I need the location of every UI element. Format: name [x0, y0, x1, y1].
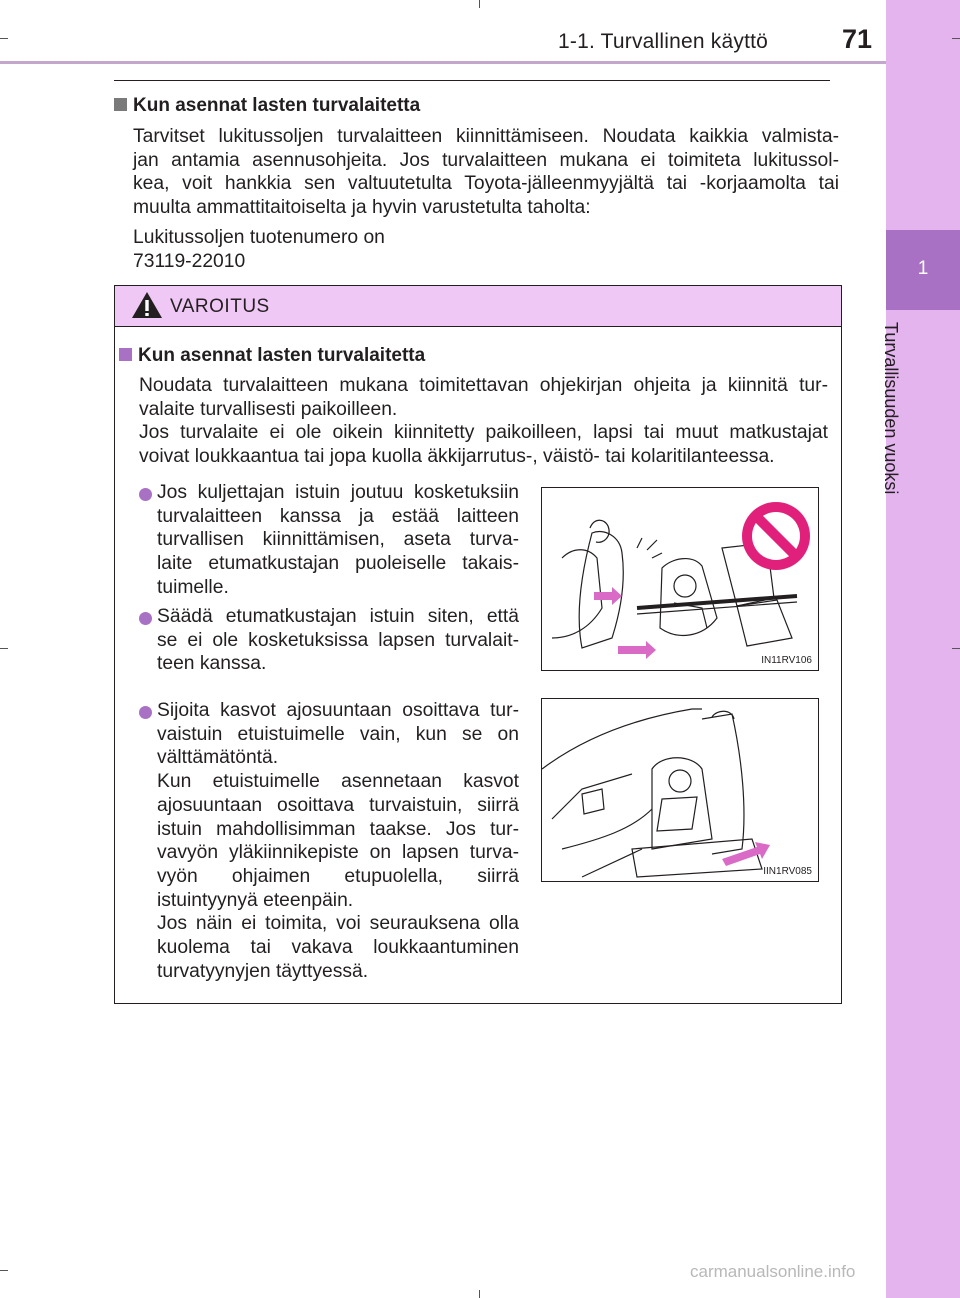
bullet-line: teen kanssa.: [157, 653, 267, 675]
bullet-line: tuimelle.: [157, 576, 229, 598]
bullet-line: kuolema tai vakava loukkaantuminen: [157, 937, 519, 959]
chapter-label-container: [881, 322, 929, 532]
bullet-line: istuin mahdollisimman taakse. Jos tur-: [157, 818, 519, 840]
part-number-paragraph: [133, 226, 839, 273]
side-tab: [886, 0, 960, 1298]
bullet-line: laite etumatkustajan puoleiselle takais-: [157, 553, 519, 575]
intro-heading: [114, 95, 420, 117]
chapter-label: Turvallisuuden vuoksi: [881, 322, 901, 495]
bullet-line: vyön ohjaimen etupuolella, siirrä: [157, 865, 519, 887]
warning-title: VAROITUS: [170, 296, 270, 317]
bullet-dot-icon: [139, 612, 152, 630]
bullet-line: se ei ole kosketuksissa lapsen turvalait-: [157, 629, 519, 651]
crop-mark: [952, 648, 960, 649]
warning-heading-text: Kun asennat lasten turvalaitetta: [138, 345, 426, 366]
warning-line: Jos turvalaite ei ole oikein kiinnitetty paikoilleen, lapsi tai muut matkustajat: [139, 422, 828, 444]
image-code: IIN1RV085: [763, 866, 812, 877]
bullet-line: Jos näin ei toimita, voi seurauksena olla: [157, 913, 519, 935]
intro-line: muulta ammattitaitoiselta ja hyvin varustetulta taholta:: [133, 197, 591, 219]
warning-triangle-icon: [131, 291, 163, 319]
bullet-2-text: [157, 605, 519, 676]
bullet-dot-icon: [139, 706, 152, 724]
page-number: 71: [842, 24, 873, 54]
bullet-line: Sijoita kasvot ajosuuntaan osoittava tur-: [157, 700, 519, 721]
intro-heading-text: Kun asennat lasten turvalaitetta: [133, 95, 421, 116]
warning-paragraph: [139, 374, 828, 469]
part-number-value: 73119-22010: [133, 250, 246, 272]
bullet-line: vavyön yläkiinnikepiste on lapsen turva-: [157, 842, 519, 864]
part-number-label: Lukitussoljen tuotenumero on: [133, 227, 385, 248]
bullet-line: ajosuuntaan osoittava turvaistuin, siirrä: [157, 794, 519, 816]
bullet-line: turvallisen kiinnittämisen, aseta turva-: [157, 529, 519, 551]
bullet-line: Kun etuistuimelle asennetaan kasvot: [157, 771, 519, 793]
crop-mark: [479, 1290, 480, 1298]
image-code: IN11RV106: [761, 655, 812, 666]
intro-line: kea, voit hankkia sen valtuutetulta Toyota-jälleenmyyjältä tai -korjaamolta tai: [133, 173, 839, 195]
crop-mark: [479, 0, 480, 8]
illustration-front-seat: [541, 698, 819, 882]
bullet-line: turvatyynyjen täyttyessä.: [157, 960, 369, 982]
watermark: carmanualsonline.info: [690, 1262, 856, 1281]
crop-mark: [952, 38, 960, 39]
warning-heading: [119, 345, 425, 367]
crop-mark: [0, 648, 8, 649]
bullet-line: vaistuin etuistuimelle vain, kun se on: [157, 723, 519, 745]
illustration-seat-contact: [541, 487, 819, 671]
intro-line: Tarvitset lukitussoljen turvalaitteen kiinnittämiseen. Noudata kaikkia valmista-: [133, 126, 839, 147]
car-seat-contact-drawing: [542, 488, 818, 670]
intro-paragraph: [133, 125, 839, 220]
chapter-number: 1: [917, 258, 929, 279]
intro-line: jan antamia asennusohjeita. Jos turvalaitteen mukana ei toimiteta lukitussol-: [133, 149, 839, 171]
front-facing-seat-drawing: [542, 699, 818, 881]
crop-mark: [0, 1270, 8, 1271]
bullet-line: välttämätöntä.: [157, 747, 279, 769]
content-top-rule: [114, 80, 830, 81]
prohibited-sign-icon: [742, 502, 810, 570]
bullet-line: turvalaitteen kanssa ja estää laitteen: [157, 505, 519, 527]
bullet-3-text: [157, 699, 519, 983]
bullet-line: istuintyynyä eteenpäin.: [157, 889, 354, 911]
bullet-line: Jos kuljettajan istuin joutuu kosketuksiin: [157, 482, 519, 503]
section-title: 1-1. Turvallinen käyttö: [558, 30, 769, 53]
crop-mark: [0, 38, 8, 39]
warning-line: voivat loukkaantua tai jopa kuolla äkkijarrutus-, väistö- tai kolaritilanteessa.: [139, 446, 775, 468]
warning-line: Noudata turvalaitteen mukana toimitettavan ohjekirjan ohjeita ja kiinnitä tur-: [139, 375, 828, 396]
bullet-dot-icon: [139, 488, 152, 506]
bullet-line: Säädä etumatkustajan istuin siten, että: [157, 606, 519, 627]
square-bullet-icon: [114, 98, 127, 111]
bullet-1-text: [157, 481, 519, 600]
header-divider: [0, 61, 886, 64]
square-bullet-icon: [119, 348, 132, 361]
warning-line: valaite turvallisesti paikoilleen.: [139, 398, 398, 420]
